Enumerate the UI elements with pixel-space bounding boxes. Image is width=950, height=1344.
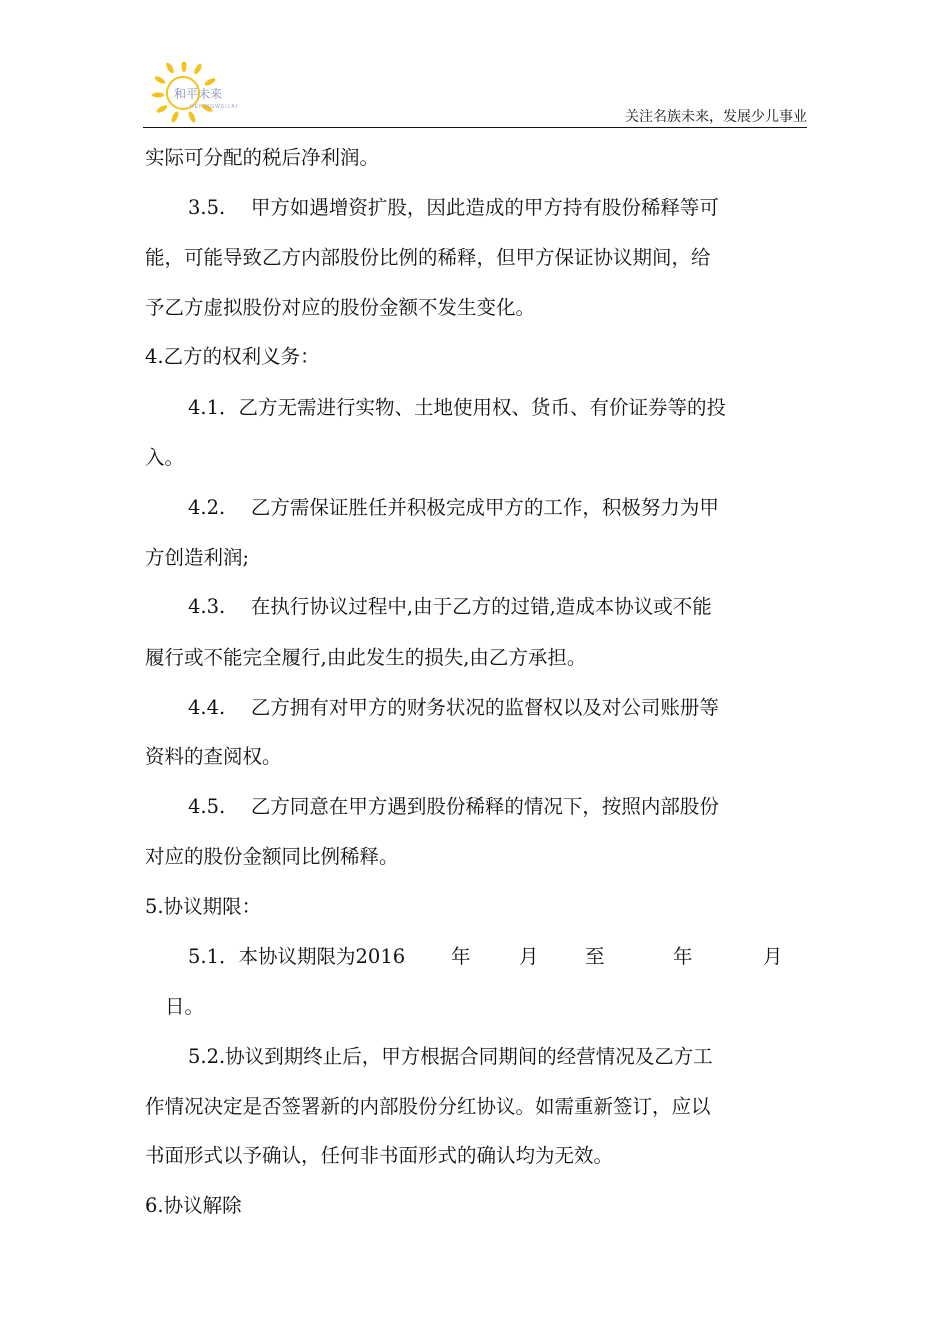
year-label-2: 年 [673,945,693,968]
header-slogan: 关注名族未来，发展少儿事业 [625,109,807,125]
paragraph-line: 资料的查阅权。 [145,745,282,768]
section-heading-5: 5.协议期限： [145,895,262,918]
month-label-1: 月 [519,945,539,968]
to-label: 至 [585,945,605,968]
clause-4-2: 4.2. 乙方需保证胜任并积极完成甲方的工作，积极努力为甲 [188,496,719,519]
paragraph-line: 方创造利润; [145,546,250,569]
paragraph-line: 予乙方虚拟股份对应的股份金额不发生变化。 [145,296,536,319]
logo-text: 和平未来 [174,87,223,101]
year-label-1: 年 [451,945,471,968]
logo-sun-icon [150,62,260,124]
clause-4-3: 4.3. 在执行协议过程中,由于乙方的过错,造成本协议或不能 [188,595,712,618]
paragraph-line: 实际可分配的税后净利润。 [145,146,380,169]
header-divider [143,127,807,128]
clause-5-2: 5.2.协议到期终止后，甲方根据合同期间的经营情况及乙方工 [188,1045,713,1068]
logo-subtext: HEPINGWEILAI [190,104,239,110]
section-heading-6: 6.协议解除 [145,1194,242,1217]
term-prefix: 5.1．本协议期限为2016 [188,945,406,968]
clause-4-5: 4.5. 乙方同意在甲方遇到股份稀释的情况下，按照内部股份 [188,795,719,818]
month-label-2: 月 [763,945,783,968]
clause-4-4: 4.4. 乙方拥有对甲方的财务状况的监督权以及对公司账册等 [188,696,719,719]
paragraph-line: 能，可能导致乙方内部股份比例的稀释，但甲方保证协议期间，给 [145,246,711,269]
paragraph-line: 履行或不能完全履行,由此发生的损失,由乙方承担。 [145,646,587,669]
paragraph-line: 书面形式以予确认，任何非书面形式的确认均为无效。 [145,1144,614,1167]
clause-3-5: 3.5. 甲方如遇增资扩股，因此造成的甲方持有股份稀释等可 [188,196,719,219]
paragraph-line: 对应的股份金额同比例稀释。 [145,845,399,868]
paragraph-line: 入。 [145,446,185,469]
paragraph-line: 作情况决定是否签署新的内部股份分红协议。如需重新签订，应以 [145,1095,711,1118]
paragraph-line: 日。 [165,995,205,1018]
clause-4-1: 4.1．乙方无需进行实物、土地使用权、货币、有价证券等的投 [188,396,727,419]
section-heading-4: 4.乙方的权利义务： [145,345,320,368]
